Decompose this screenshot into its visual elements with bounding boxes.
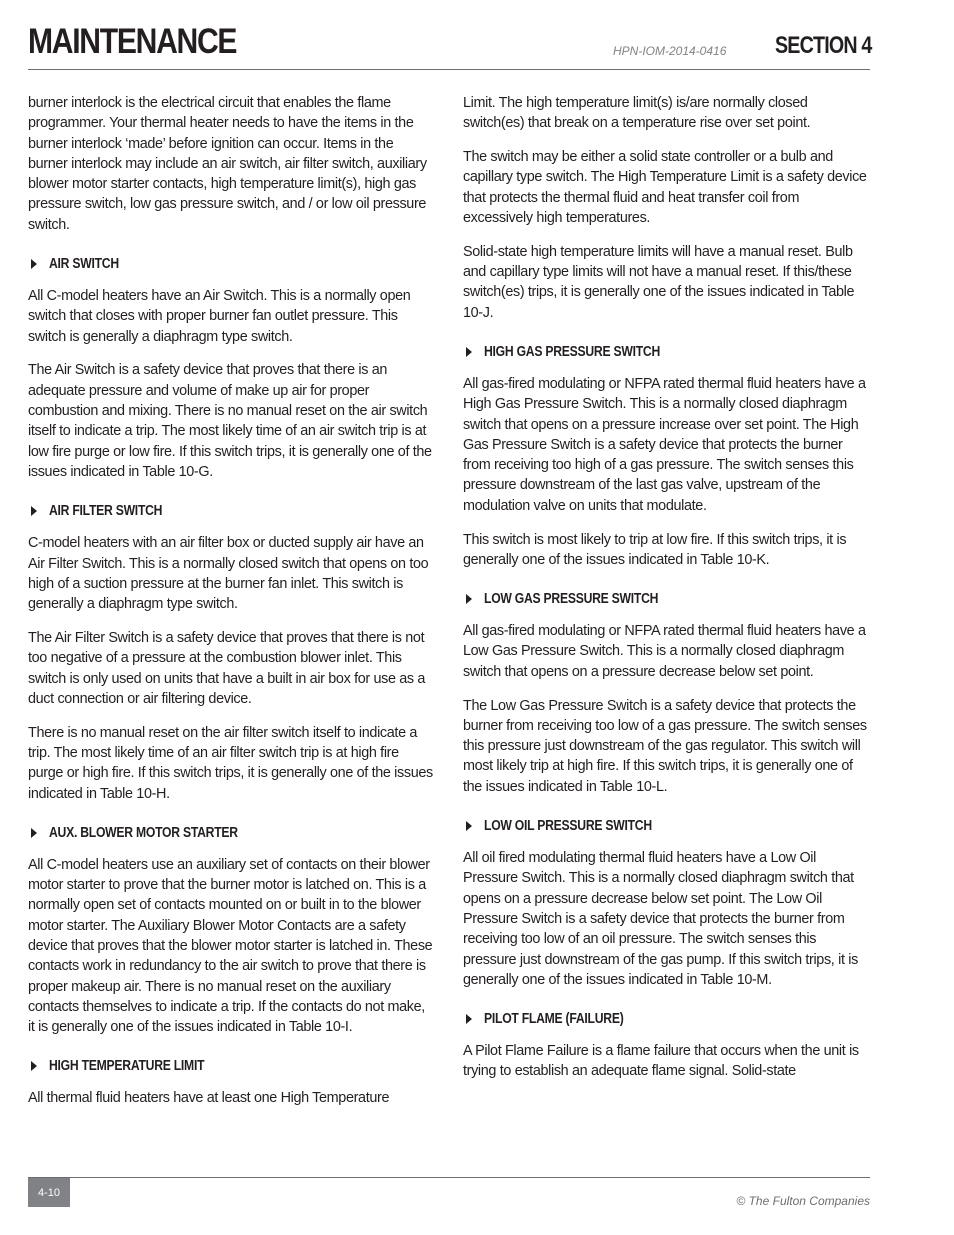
paragraph: All gas-fired modulating or NFPA rated thermal fluid heaters have a High Gas Pressure Switch. This is a normally closed diaphragm switch that opens on a pressure increase over set point. The High Gas Pressure Switch is a safety device that protects the burner from receiving too high of a gas pressure. The switch senses this pressure downstream of the last gas valve, upstream of the modulation valve on units that modulate. bbox=[463, 375, 866, 514]
heading-aux-blower-motor-starter bbox=[28, 823, 435, 843]
heading-low-oil-pressure-switch bbox=[463, 816, 870, 836]
paragraph: Limit. The high temperature limit(s) is/are normally closed switch(es) that break on a temperature rise over set point. bbox=[463, 95, 811, 132]
triangle-bullet-icon bbox=[466, 821, 472, 831]
heading-text: HIGH GAS PRESSURE SWITCH bbox=[484, 343, 660, 360]
paragraph: C-model heaters with an air filter box or ducted supply air have an Air Filter Switch. This is a normally closed switch that opens on too high of a suction pressure at the burner fan inlet. This switch is generally a diaphragm type switch. bbox=[28, 535, 429, 613]
heading-text: AUX. BLOWER MOTOR STARTER bbox=[49, 824, 238, 841]
paragraph: There is no manual reset on the air filter switch itself to indicate a trip. The most likely time of an air filter switch trip is at high fire purge or high fire. If this switch trips, it is generally one of the issues indicated in Table 10-H. bbox=[28, 724, 433, 802]
paragraph: A Pilot Flame Failure is a flame failure that occurs when the unit is trying to establish an adequate flame signal. Solid-state bbox=[463, 1043, 859, 1080]
paragraph: All oil fired modulating thermal fluid heaters have a Low Oil Pressure Switch. This is a normally closed diaphragm switch that opens on a pressure decrease below set point. The Low Oil Pressure Switch is a safety device that protects the burner from receiving too low of an oil pressure. The switch senses this pressure just downstream of the gas pump. If this switch trips, it is generally one of the issues indicated in Table 10-M. bbox=[463, 850, 858, 988]
paragraph: This switch is most likely to trip at low fire. If this switch trips, it is generally one of the issues indicated in Table 10-K. bbox=[463, 531, 847, 568]
heading-high-temperature-limit bbox=[28, 1056, 435, 1076]
heading-pilot-flame-failure bbox=[463, 1009, 870, 1029]
document-code: HPN-IOM-2014-0416 bbox=[613, 44, 727, 58]
header-divider bbox=[28, 69, 870, 70]
heading-air-switch bbox=[28, 254, 435, 274]
page-number: 4-10 bbox=[28, 1178, 70, 1207]
heading-air-filter-switch bbox=[28, 501, 435, 521]
copyright-notice: © The Fulton Companies bbox=[736, 1194, 870, 1208]
heading-text: PILOT FLAME (FAILURE) bbox=[484, 1011, 624, 1028]
heading-text: AIR SWITCH bbox=[49, 256, 119, 273]
page-title: MAINTENANCE bbox=[28, 22, 237, 61]
paragraph: Solid-state high temperature limits will have a manual reset. Bulb and capillary type limits will not have a manual reset. If this/these switch(es) trips, it is generally one of the issues indicated in Table 10-J. bbox=[463, 243, 855, 321]
paragraph: All gas-fired modulating or NFPA rated thermal fluid heaters have a Low Gas Pressure Switch. This is a normally closed diaphragm switch that opens on a pressure decrease below set point. bbox=[463, 623, 866, 680]
paragraph: All C-model heaters have an Air Switch. This is a normally open switch that closes with proper burner fan outlet pressure. This switch is generally a diaphragm type switch. bbox=[28, 288, 411, 345]
left-column bbox=[28, 93, 435, 1122]
paragraph: All thermal fluid heaters have at least one High Temperature bbox=[28, 1090, 390, 1107]
right-column bbox=[463, 93, 870, 1095]
triangle-bullet-icon bbox=[466, 1014, 472, 1024]
triangle-bullet-icon bbox=[466, 347, 472, 357]
paragraph: The Air Switch is a safety device that proves that there is an adequate pressure and volume of make up air for proper combustion and mixing. There is no manual reset on the air switch itself to indicate a trip. The most likely time of an air switch trip is at low fire purge or low fire. If this switch trips, it is generally one of the issues indicated in Table 10-G. bbox=[28, 362, 432, 480]
triangle-bullet-icon bbox=[466, 594, 472, 604]
heading-text: LOW OIL PRESSURE SWITCH bbox=[484, 818, 652, 835]
heading-high-gas-pressure-switch bbox=[463, 342, 870, 362]
heading-text: HIGH TEMPERATURE LIMIT bbox=[49, 1058, 205, 1075]
intro-paragraph: burner interlock is the electrical circuit that enables the flame programmer. Your thermal heater needs to have the items in the burner interlock ‘made’ before ignition can occur. Items in the burner interlock may include an air switch, air filter switch, auxiliary blower motor starter contacts, high temperature limit(s), high gas pressure switch, low gas pressure switch, and / or low oil pressure switch. bbox=[28, 95, 427, 233]
paragraph: All C-model heaters use an auxiliary set of contacts on their blower motor starter to prove that the burner motor is latched on. This is a normally open set of contacts mounted on or built in to the blower motor starter. The Auxiliary Blower Motor Contacts are a safety device that proves that the blower motor starter is latched in. These contacts work in redundancy to the air switch to prove that there is proper makeup air. There is no manual reset on the auxiliary contacts themselves to indicate a trip. If the contacts do not make, it is generally one of the issues indicated in Table 10-I. bbox=[28, 856, 433, 1036]
heading-text: LOW GAS PRESSURE SWITCH bbox=[484, 591, 659, 608]
triangle-bullet-icon bbox=[31, 828, 37, 838]
section-label: SECTION 4 bbox=[775, 32, 872, 59]
triangle-bullet-icon bbox=[31, 506, 37, 516]
paragraph: The Low Gas Pressure Switch is a safety device that protects the burner from receiving too low of a gas pressure. The switch senses this pressure just downstream of the gas regulator. This switch will most likely trip at high fire. If this switch trips, it is generally one of the issues indicated in Table 10-L. bbox=[463, 697, 867, 795]
triangle-bullet-icon bbox=[31, 259, 37, 269]
paragraph: The switch may be either a solid state controller or a bulb and capillary type switch. The High Temperature Limit is a safety device that protects the thermal fluid and heat transfer coil from excessively high temperatures. bbox=[463, 149, 867, 226]
triangle-bullet-icon bbox=[31, 1061, 37, 1071]
heading-low-gas-pressure-switch bbox=[463, 589, 870, 609]
footer-divider bbox=[28, 1177, 870, 1178]
paragraph: The Air Filter Switch is a safety device that proves that there is not too negative of a pressure at the combustion blower inlet. This switch is only used on units that have a built in air box for use as a duct connection or air filtering device. bbox=[28, 629, 426, 707]
heading-text: AIR FILTER SWITCH bbox=[49, 503, 163, 520]
